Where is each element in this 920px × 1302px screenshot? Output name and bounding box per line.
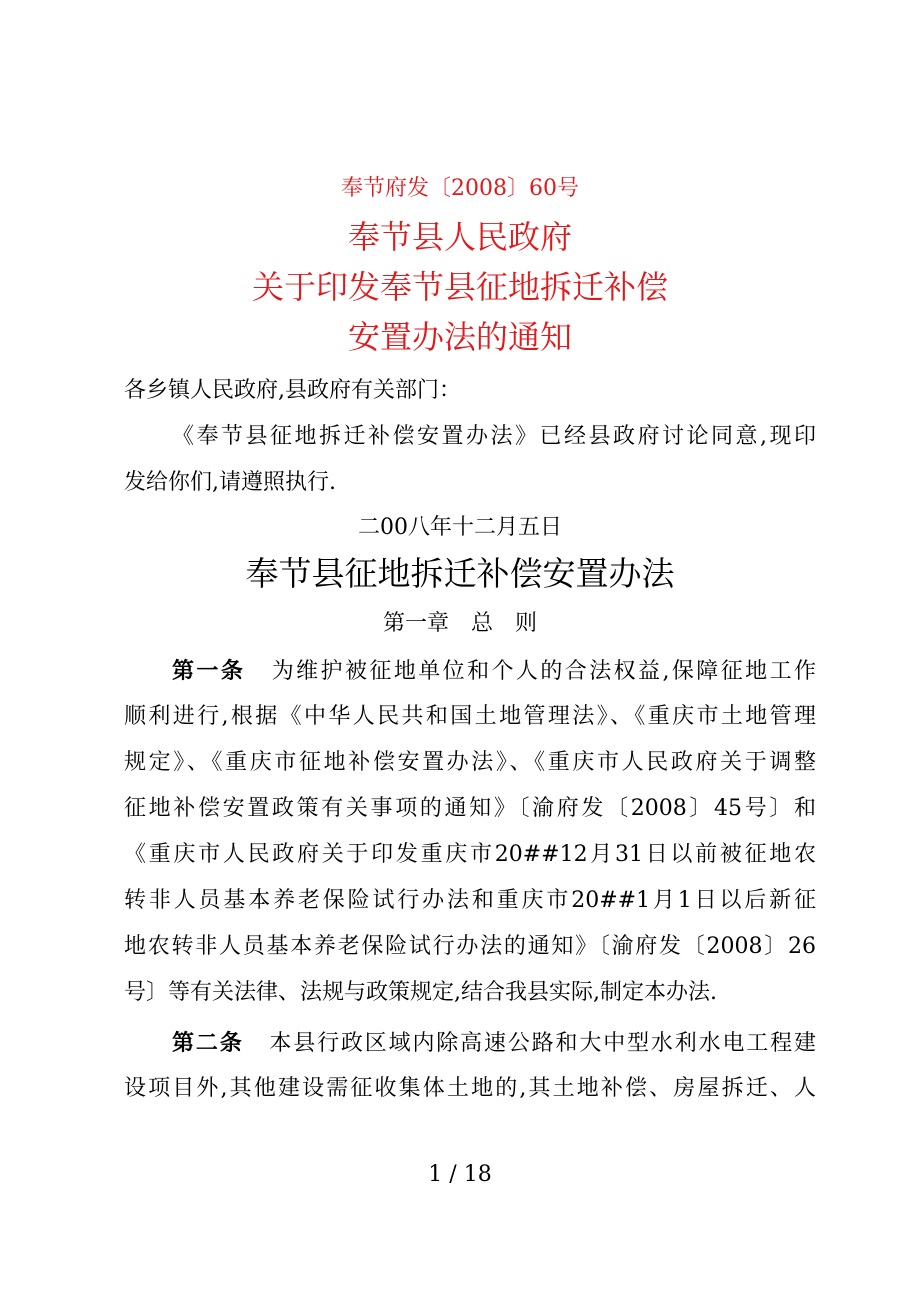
article-1-label: 第一条 bbox=[172, 658, 246, 684]
article-2-line-2: 设项目外,其他建设需征收集体土地的,其土地补偿、房屋拆迁、人 bbox=[124, 1076, 816, 1101]
notice-line-2: 发给你们,请遵照执行. bbox=[124, 470, 336, 495]
article-1-line-3: 规定》、《重庆市征地补偿安置办法》、《重庆市人民政府关于调整 bbox=[124, 750, 816, 775]
notice-title-line-2: 关于印发奉节县征地拆迁补偿 bbox=[251, 268, 668, 306]
addressee-text: 各乡镇人民政府,县政府有关部门： bbox=[124, 378, 461, 403]
article-1-line-5: 《重庆市人民政府关于印发重庆市20##12月31日以前被征地农 bbox=[124, 842, 816, 867]
article-1 bbox=[124, 648, 816, 1016]
notice-line-1: 《奉节县征地拆迁补偿安置办法》已经县政府讨论同意,现印 bbox=[172, 424, 816, 449]
chapter-title: 第一章 总 则 bbox=[382, 611, 537, 636]
article-2-label: 第二条 bbox=[172, 1030, 244, 1056]
measures-title: 奉节县征地拆迁补偿安置办法 bbox=[245, 554, 675, 593]
page-number: 1 / 18 bbox=[428, 1162, 492, 1187]
notice-title-line-3: 安置办法的通知 bbox=[347, 318, 572, 356]
document-number: 奉节府发〔2008〕60号 bbox=[341, 176, 579, 201]
article-1-line-8: 号〕等有关法律、法规与政策规定,结合我县实际,制定本办法. bbox=[124, 980, 717, 1005]
notice-paragraph bbox=[124, 414, 816, 506]
article-2-line-1 bbox=[124, 1020, 816, 1066]
article-2-line-1-text: 本县行政区域内除高速公路和大中型水利水电工程建 bbox=[267, 1031, 816, 1056]
article-1-line-7: 地农转非人员基本养老保险试行办法的通知》〔渝府发〔2008〕26 bbox=[124, 934, 816, 959]
article-1-line-6: 转非人员基本养老保险试行办法和重庆市20##1月1日以后新征 bbox=[124, 888, 816, 913]
article-2 bbox=[124, 1020, 816, 1112]
article-1-line-2: 顺利进行,根据《中华人民共和国土地管理法》、《重庆市土地管理 bbox=[124, 704, 816, 729]
article-1-line-4: 征地补偿安置政策有关事项的通知》〔渝府发〔2008〕45号〕和 bbox=[124, 796, 816, 821]
addressee bbox=[124, 368, 816, 414]
issue-date: 二00八年十二月五日 bbox=[358, 515, 562, 540]
article-1-line-1 bbox=[124, 648, 816, 694]
article-1-line-1-text: 为维护被征地单位和个人的合法权益,保障征地工作 bbox=[269, 659, 816, 684]
notice-title-line-1: 奉节县人民政府 bbox=[347, 218, 572, 256]
